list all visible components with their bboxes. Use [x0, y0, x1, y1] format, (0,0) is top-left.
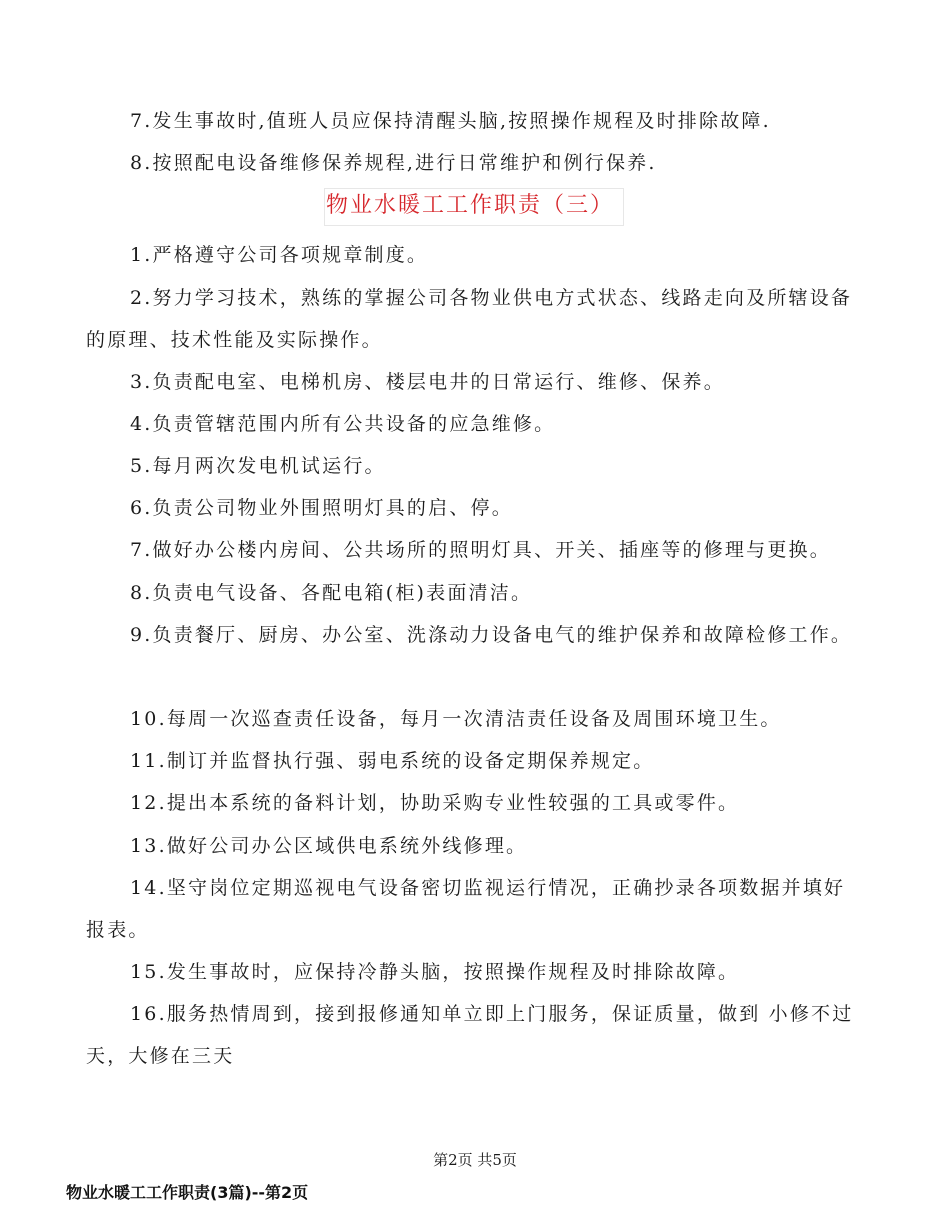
duty-item-3: 3.负责配电室、电梯机房、楼层电井的日常运行、维修、保养。 [130, 371, 725, 393]
section-title: 物业水暖工工作职责（三） [326, 193, 615, 218]
duty-item-16: 16.服务热情周到，接到报修通知单立即上门服务，保证质量，做到 小修不过天，大修在三天 [86, 1003, 854, 1067]
footer-title: 物业水暖工工作职责(3篇)--第2页 [66, 1183, 309, 1202]
duty-item-11: 11.制订并监督执行强、弱电系统的设备定期保养规定。 [130, 750, 655, 772]
duty-item-14: 14.坚守岗位定期巡视电气设备密切监视运行情况，正确抄录各项数据并填好报表。 [86, 877, 846, 941]
duty-item-2: 2.努力学习技术，熟练的掌握公司各物业供电方式状态、线路走向及所辖设备的原理、技术性能及实际操作。 [86, 287, 853, 351]
duty-item-4: 4.负责管辖范围内所有公共设备的应急维修。 [130, 413, 556, 435]
duty-item-1: 1.严格遵守公司各项规章制度。 [130, 244, 429, 266]
duty-item-10: 10.每周一次巡查责任设备，每月一次清洁责任设备及周围环境卫生。 [130, 708, 782, 730]
prev-section-item-7: 7.发生事故时,值班人员应保持清醒头脑,按照操作规程及时排除故障. [130, 110, 771, 132]
duty-item-12: 12.提出本系统的备料计划，协助采购专业性较强的工具或零件。 [130, 792, 740, 814]
duty-item-7: 7.做好办公楼内房间、公共场所的照明灯具、开关、插座等的修理与更换。 [130, 539, 831, 561]
prev-section-item-8: 8.按照配电设备维修保养规程,进行日常维护和例行保养. [130, 152, 657, 174]
duty-item-13: 13.做好公司办公区域供电系统外线修理。 [130, 835, 528, 857]
duty-item-5: 5.每月两次发电机试运行。 [130, 455, 386, 477]
duty-item-6: 6.负责公司物业外围照明灯具的启、停。 [130, 497, 513, 519]
duty-item-8: 8.负责电气设备、各配电箱(柜)表面清洁。 [130, 582, 533, 604]
duty-item-9: 9.负责餐厅、厨房、办公室、洗涤动力设备电气的维护保养和故障检修工作。 [130, 624, 853, 646]
duty-item-15: 15.发生事故时，应保持冷静头脑，按照操作规程及时排除故障。 [130, 961, 740, 983]
page-number: 第2页 共5页 [433, 1151, 517, 1169]
